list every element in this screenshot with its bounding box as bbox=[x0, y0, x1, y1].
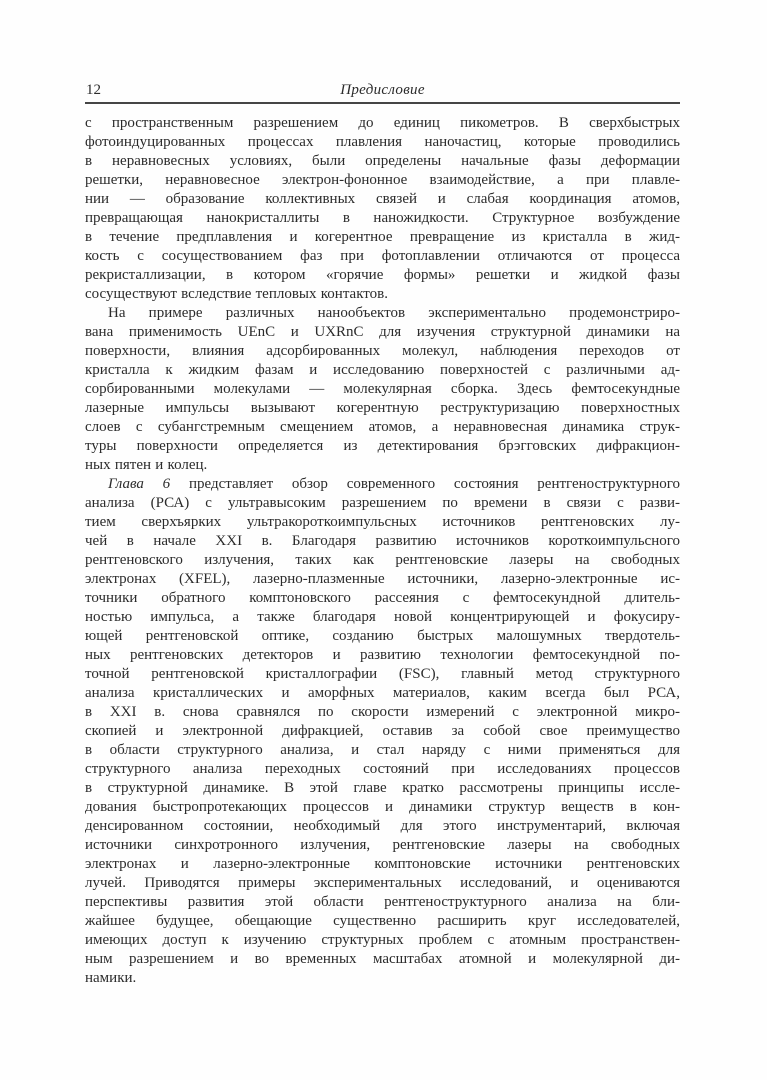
text-line: чей в начале XXI в. Благодаря развитию источников короткоимпульсного bbox=[85, 533, 680, 549]
chapter-reference: Глава 6 bbox=[108, 476, 171, 492]
text-line: нии — образование коллективных связей и слабая координация атомов, bbox=[85, 191, 680, 207]
text-line: имеющих доступ к изучению структурных проблем с атомным пространствен- bbox=[85, 932, 680, 948]
text-line: источники синхротронного излучения, рентгеновские лазеры на свободных bbox=[85, 837, 680, 853]
paragraph bbox=[85, 304, 680, 475]
text-line: перспективы развития этой области рентгеноструктурного анализа на бли- bbox=[85, 894, 680, 910]
text-line: поверхности, влияния адсорбированных молекул, наблюдения переходов от bbox=[85, 343, 680, 359]
text-line: решетки, неравновесное электрон-фононное взаимодействие, а при плавле- bbox=[85, 172, 680, 188]
text-line: тием сверхъярких ультракороткоимпульсных источников рентгеновских лу- bbox=[85, 514, 680, 530]
text-line: анализа (РСА) с ультравысоким разрешением по времени в связи с разви- bbox=[85, 495, 680, 511]
text-line: сорбированными молекулами — молекулярная сборка. Здесь фемтосекундные bbox=[85, 381, 680, 397]
text-line: в XXI в. снова сравнялся по скорости измерений с электронной микро- bbox=[85, 704, 680, 720]
text-line: намики. bbox=[85, 970, 137, 986]
text-line: На примере различных нанообъектов экспериментально продемонстриро- bbox=[108, 305, 680, 321]
text-line: Глава 6 представляет обзор современного состояния рентгеноструктурного bbox=[108, 476, 680, 492]
text-line: сосуществуют вследствие тепловых контактов. bbox=[85, 286, 388, 302]
text-line: ным разрешением и во временных масштабах атомной и молекулярной ди- bbox=[85, 951, 680, 967]
text-line: анализа кристаллических и аморфных материалов, каким всегда был РСА, bbox=[85, 685, 680, 701]
text-line: фотоиндуцированных процессах плавления наночастиц, которые проводились bbox=[85, 134, 680, 150]
running-title: Предисловие bbox=[340, 82, 425, 98]
text-line: жайшее будущее, обещающие существенно расширить круг исследователей, bbox=[85, 913, 680, 929]
text-line: слоев с субангстремным смещением атомов, а неравновесная динамика струк- bbox=[85, 419, 680, 435]
text-line: превращающая нанокристаллиты в наножидкости. Структурное возбуждение bbox=[85, 210, 680, 226]
text-line: электронах и лазерно-электронные комптоновские источники рентгеновских bbox=[85, 856, 680, 872]
text-line: лазерные импульсы вызывают когерентную реструктуризацию поверхностных bbox=[85, 400, 680, 416]
text-line: ных пятен и колец. bbox=[85, 457, 208, 473]
text-line: кристалла к жидким фазам и исследованию поверхностей с различными ад- bbox=[85, 362, 680, 378]
text-line: вана применимость UEnC и UXRnC для изучения структурной динамики на bbox=[85, 324, 680, 340]
text-line: в области структурного анализа, и стал наряду с ними применяться для bbox=[85, 742, 680, 758]
text-line: с пространственным разрешением до единиц пикометров. В сверхбыстрых bbox=[85, 115, 680, 131]
text-line: дования быстропротекающих процессов и динамики структур веществ в кон- bbox=[85, 799, 680, 815]
text-line: рентгеновского излучения, таких как рентгеновские лазеры на свободных bbox=[85, 552, 680, 568]
text-line: точники обратного комптоновского рассеяния с фемтосекундной длитель- bbox=[85, 590, 680, 606]
text-line: туры поверхности определяется из детектирования брэгговских дифракцион- bbox=[85, 438, 680, 454]
page-header bbox=[85, 82, 680, 104]
text-line: в течение предплавления и когерентное превращение из кристалла в жид- bbox=[85, 229, 680, 245]
text-line: ностью импульса, а также благодаря новой концентрирующей и фокусиру- bbox=[85, 609, 680, 625]
header-rule bbox=[85, 102, 680, 104]
paragraph bbox=[85, 114, 680, 304]
text-line: кость с сосуществованием фаз при фотоплавлении отличаются от процесса bbox=[85, 248, 680, 264]
paragraph bbox=[85, 475, 680, 988]
page-number: 12 bbox=[86, 82, 101, 98]
text-line: денсированном состоянии, необходимый для этого инструментарий, включая bbox=[85, 818, 680, 834]
text-line: точной рентгеновской кристаллографии (FSC), главный метод структурного bbox=[85, 666, 680, 682]
text-line: лучей. Приводятся примеры экспериментальных исследований, и оцениваются bbox=[85, 875, 680, 891]
text-line: электронах (XFEL), лазерно-плазменные источники, лазерно-электронные ис- bbox=[85, 571, 680, 587]
text-line: в структурной динамике. В этой главе кратко рассмотрены принципы иссле- bbox=[85, 780, 680, 796]
text-line: в неравновесных условиях, были определены начальные фазы деформации bbox=[85, 153, 680, 169]
text-line: ющей рентгеновской оптике, созданию быстрых малошумных твердотель- bbox=[85, 628, 680, 644]
text-line: скопией и электронной дифракцией, оставив за собой свое преимущество bbox=[85, 723, 680, 739]
text-line: структурного анализа переходных состояний при исследованиях процессов bbox=[85, 761, 680, 777]
text-line: рекристаллизации, в котором «горячие формы» решетки и жидкой фазы bbox=[85, 267, 680, 283]
text-body bbox=[85, 114, 680, 988]
text-line: ных рентгеновских детекторов и развитию технологии фемтосекундной по- bbox=[85, 647, 680, 663]
